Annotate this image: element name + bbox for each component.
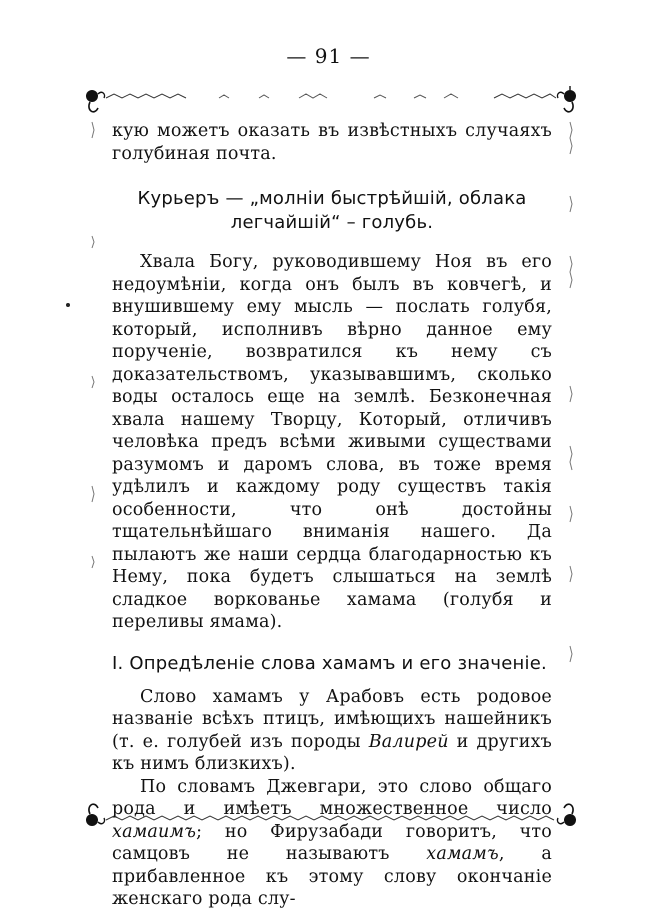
chapter-heading-line-1: Курьеръ — „молніи быстрѣйшій, облака [137, 188, 527, 209]
top-zigzag-right [494, 94, 556, 98]
corner-ornament-top-left [86, 90, 105, 112]
paragraph-jevgari-text-2: ; но Фирузабади говоритъ, что самцовъ не называютъ [112, 821, 552, 864]
right-border-marks [570, 122, 572, 662]
paragraph-jevgari-text-1: По словамъ Джевгари, это слово общаго рода и имѣетъ множественное число [112, 776, 552, 819]
breed-name-italic: Валирей [368, 731, 449, 752]
paragraph-jevgari-text-3: , а прибавленное къ этому слову окончаніе женскаго рода слу- [112, 844, 552, 909]
chapter-heading-line-2: легчайшій“ – голубь. [230, 212, 434, 233]
corner-ornament-top-right [557, 86, 576, 112]
section-heading: I. Опредѣленіе слова хамамъ и его значеніе. [112, 652, 547, 674]
left-border-marks [92, 122, 94, 568]
intro-paragraph: кую можетъ оказать въ извѣстныхъ случаяхъ голубиная почта. [112, 121, 552, 164]
paragraph-praise: Хвала Богу, руководившему Ноя въ его недоумѣніи, когда онъ былъ въ ковчегѣ, и внушившему ему мысль — послать голубя, который, исполнивъ вѣрно данное ему порученіе, возвратился къ нему съ доказательствомъ, указывавшимъ, сколько воды осталось еще на землѣ. Безконечная хвала нашему Творцу, Который, отличивъ человѣка предъ всѣми живыми существами разумомъ и даромъ слова, въ тоже время удѣлилъ и каждому роду существъ такія особенности, что онѣ достойны тщательнѣйшаго вниманія нашего. Да пылаютъ же наши сердца благодарностью къ Нему, пока будетъ слышаться на землѣ сладкое воркованье хамама (голубя и переливы ямама). [112, 252, 552, 632]
page-number: — 91 — [286, 44, 371, 68]
top-zigzag-middle [219, 94, 458, 98]
paragraph-definition [112, 686, 552, 776]
corner-ornament-bottom-right [557, 804, 576, 826]
paragraph-definition-text-1: Слово хамамъ у Арабовъ есть родовое названіе всѣхъ птицъ, имѣющихъ нашейникъ (т. е. голубей изъ породы [112, 686, 552, 752]
corner-ornament-bottom-left [86, 804, 105, 826]
page-body [112, 120, 552, 911]
plural-form-italic: хамаимъ [112, 821, 197, 842]
word-hamam-italic: хамамъ [426, 844, 499, 864]
print-speck [66, 303, 70, 307]
top-zigzag-left [106, 94, 186, 98]
paragraph-definition-text-2: и другихъ къ нимъ близкихъ). [112, 731, 552, 774]
paragraph-jevgari [112, 776, 552, 911]
